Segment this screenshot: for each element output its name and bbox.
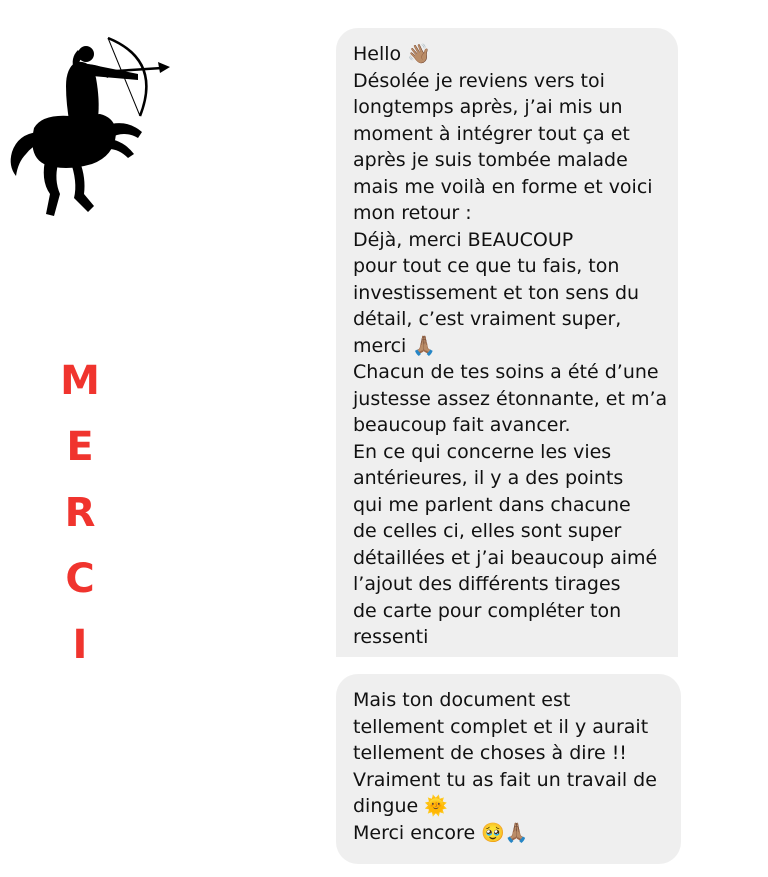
message-line: antérieures, il y a des points <box>353 467 624 489</box>
message-line: pour tout ce que tu fais, ton <box>353 255 620 277</box>
message-line: Chacun de tes soins a été d’une <box>353 361 659 383</box>
merci-letter: R <box>64 490 96 536</box>
message-line: mon retour : <box>353 202 472 224</box>
message-line: Merci encore 🥹🙏🏽 <box>353 821 529 844</box>
message-line: moment à intégrer tout ça et <box>353 122 630 145</box>
message-line: investissement et ton sens du <box>353 281 640 304</box>
merci-letter: M <box>60 358 100 404</box>
message-line: Vraiment tu as fait un travail de <box>353 768 657 791</box>
message-line: tellement complet et il y aurait <box>353 715 649 738</box>
message-line: détaillées et j’ai beaucoup aimé <box>353 546 658 569</box>
message-line: En ce qui concerne les vies <box>353 440 612 463</box>
message-line: beaucoup fait avancer. <box>353 414 571 436</box>
message-line: Hello 👋🏽 <box>353 43 431 65</box>
message-line: Déjà, merci BEAUCOUP <box>353 228 574 251</box>
message-line: mais me voilà en forme et voici <box>353 175 653 198</box>
message-line: justesse assez étonnante, et m’a <box>353 387 668 410</box>
message-bubble <box>336 674 681 864</box>
message-line: de celles ci, elles sont super <box>353 520 622 542</box>
message-line: qui me parlent dans chacune <box>353 493 631 516</box>
message-line: ressenti <box>353 626 429 648</box>
message-line: après je suis tombée malade <box>353 149 628 171</box>
message-bubble <box>336 28 678 657</box>
sagittarius-archer-icon <box>4 34 170 224</box>
message-line: dingue 🌞 <box>353 795 448 817</box>
message-line: l’ajout des différents tirages <box>353 573 621 595</box>
message-line: Désolée je reviens vers toi <box>353 69 605 92</box>
message-line: détail, c’est vraiment super, <box>353 308 622 330</box>
merci-letter: E <box>66 424 94 470</box>
message-line: Mais ton document est <box>353 689 571 711</box>
message-line: de carte pour compléter ton <box>353 599 622 622</box>
message-line: merci 🙏🏽 <box>353 334 437 357</box>
message-line: tellement de choses à dire !! <box>353 742 627 764</box>
message-line: longtemps après, j’ai mis un <box>353 96 623 118</box>
merci-letter: I <box>72 622 88 668</box>
merci-vertical-text <box>50 358 110 688</box>
merci-letter: C <box>65 556 95 602</box>
